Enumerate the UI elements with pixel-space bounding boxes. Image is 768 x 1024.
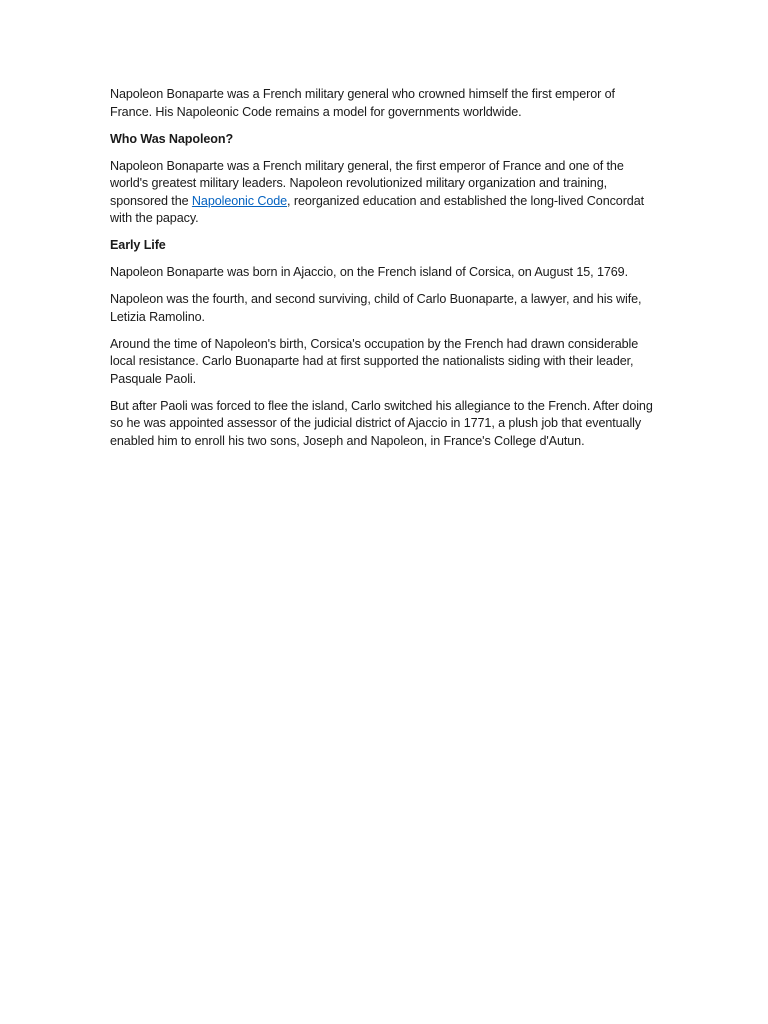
early-life-paragraph-2: Napoleon was the fourth, and second surviving, child of Carlo Buonaparte, a lawyer, and his wife, Letizia Ramolino. — [110, 292, 642, 324]
early-life-paragraph-1: Napoleon Bonaparte was born in Ajaccio, on the French island of Corsica, on August 15, 1769. — [110, 265, 628, 279]
intro-paragraph: Napoleon Bonaparte was a French military general who crowned himself the first emperor of France. His Napoleonic Code remains a model for governments worldwide. — [110, 87, 615, 119]
who-text-before-link: Napoleon Bonaparte was a French military general, the first emperor of France and one of the world's greatest military leaders. Napoleon revolutionized military organization and training, sponsored the — [110, 158, 624, 208]
early-life-paragraph-3: Around the time of Napoleon's birth, Corsica's occupation by the French had drawn considerable local resistance. Carlo Buonaparte had at first supported the nationalists siding with their leader, Pasquale Paoli. — [110, 336, 639, 386]
who-paragraph — [110, 158, 658, 228]
napoleonic-code-link[interactable]: Napoleonic Code — [191, 193, 288, 208]
heading-early-life: Early Life — [110, 238, 166, 252]
early-life-paragraph-4: But after Paoli was forced to flee the island, Carlo switched his allegiance to the French. After doing so he was appointed assessor of the judicial district of Ajaccio in 1771, a plush job that eventually enabled him to enroll his two sons, Joseph and Napoleon, in France's College d'Autun. — [110, 398, 653, 448]
heading-who-was-napoleon: Who Was Napoleon? — [110, 131, 234, 146]
document-body — [110, 86, 658, 460]
who-text-after-link: , reorganized education and established the long-lived Concordat with the papacy. — [110, 193, 645, 225]
